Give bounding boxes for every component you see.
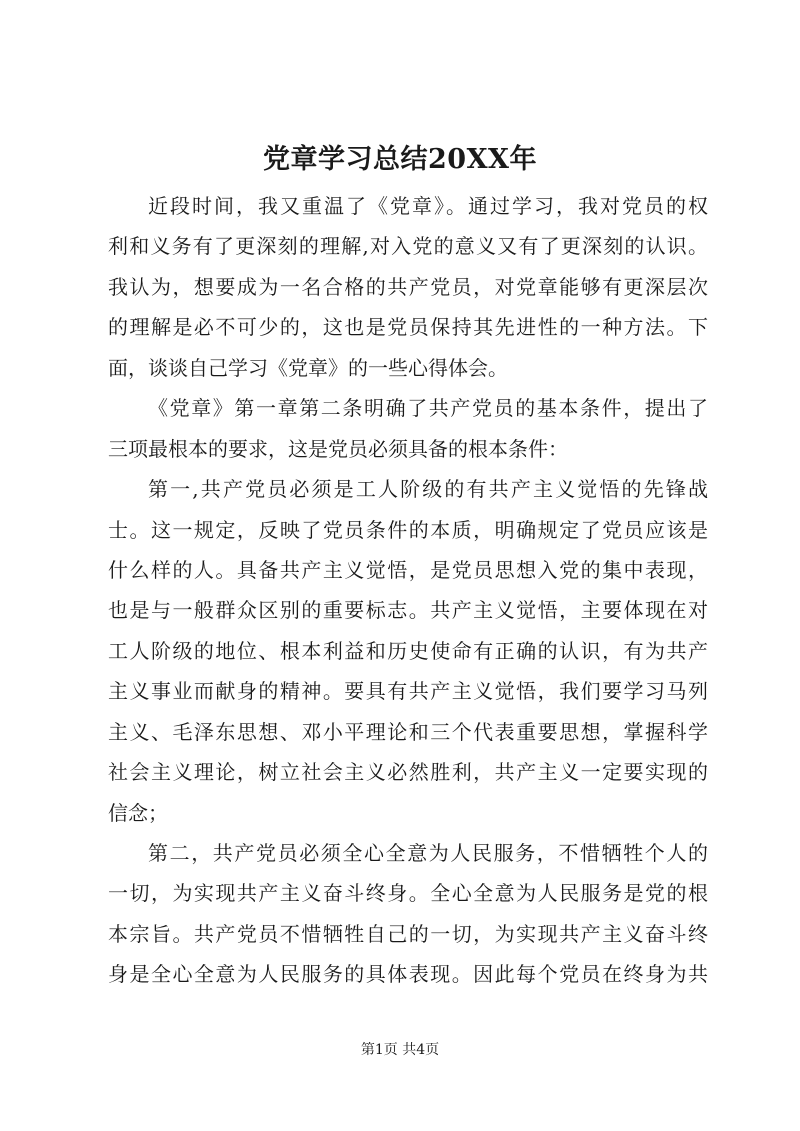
text-line: 的理解是必不可少的，这也是党员保持其先进性的一种方法。下 xyxy=(108,315,708,340)
text-line: 第一,共产党员必须是工人阶级的有共产主义觉悟的先锋战 xyxy=(148,477,708,502)
text-line: 我认为，想要成为一名合格的共产党员，对党章能够有更深层次 xyxy=(108,274,708,299)
document-title: 党章学习总结20XX年 xyxy=(263,144,537,175)
text-line: 面，谈谈自己学习《党章》的一些心得体会。 xyxy=(108,355,508,380)
text-line: 士。这一规定，反映了党员条件的本质，明确规定了党员应该是 xyxy=(108,517,708,542)
text-line: 利和义务有了更深刻的理解,对入党的意义又有了更深刻的认识。 xyxy=(108,234,708,259)
text-line: 本宗旨。共产党员不惜牺牲自己的一切，为实现共产主义奋斗终 xyxy=(108,921,708,946)
text-line: 主义、毛泽东思想、邓小平理论和三个代表重要思想，掌握科学 xyxy=(108,719,708,744)
text-line: 一切，为实现共产主义奋斗终身。全心全意为人民服务是党的根 xyxy=(108,881,708,906)
text-line: 主义事业而献身的精神。要具有共产主义觉悟，我们要学习马列 xyxy=(108,679,708,704)
text-line: 什么样的人。具备共产主义觉悟，是党员思想入党的集中表现， xyxy=(108,557,708,582)
text-line: 也是与一般群众区别的重要标志。共产主义觉悟，主要体现在对 xyxy=(108,598,708,623)
text-line: 第二，共产党员必须全心全意为人民服务，不惜牺牲个人的 xyxy=(148,841,708,865)
text-line: 工人阶级的地位、根本利益和历史使命有正确的认识，有为共产 xyxy=(108,638,708,663)
document-body xyxy=(108,186,708,995)
text-line: 身是全心全意为人民服务的具体表现。因此每个党员在终身为共 xyxy=(108,962,708,987)
text-line: 三项最根本的要求，这是党员必须具备的根本条件： xyxy=(108,436,568,461)
page-footer: 第1页 共4页 xyxy=(360,1042,440,1058)
text-line: 近段时间，我又重温了《党章》。通过学习，我对党员的权 xyxy=(148,194,708,218)
text-line: 《党章》第一章第二条明确了共产党员的基本条件，提出了 xyxy=(148,396,708,421)
text-line: 信念； xyxy=(108,800,168,825)
text-line: 社会主义理论，树立社会主义必然胜利，共产主义一定要实现的 xyxy=(108,760,708,785)
